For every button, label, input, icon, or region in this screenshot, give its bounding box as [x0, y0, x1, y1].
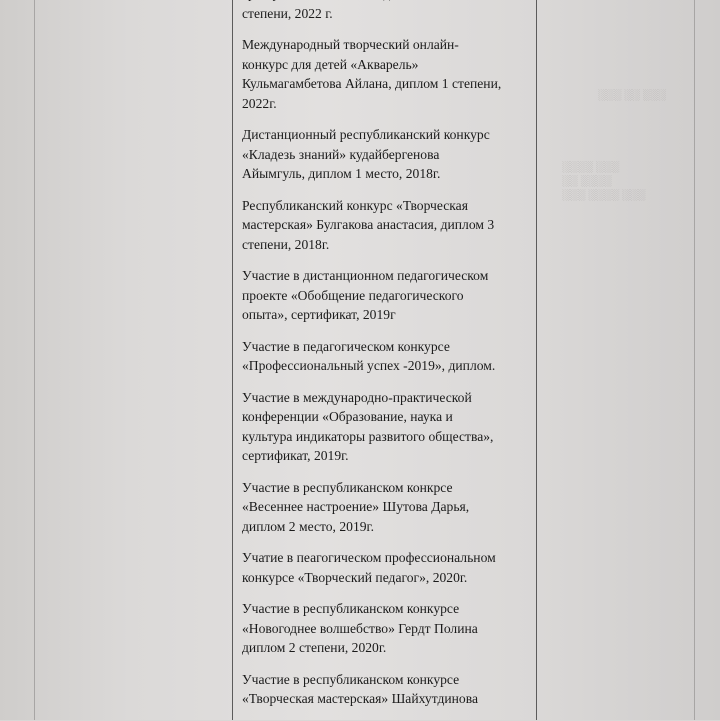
achievement-entry: Участие в республиканском конкурсе «Новогоднее волшебство» Гердт Полина диплом 2 степени, 2020г. — [242, 601, 478, 655]
bleed-through-text: ░░░ ░░ ░░░ — [598, 89, 666, 101]
achievement-entry: степени, 2022 г. — [242, 5, 333, 21]
table-border-left — [34, 0, 35, 720]
achievement-entry: Дистанционный республиканский конкурс «Кладезь знаний» кудайбергенова Айымгуль, диплом 1 место, 2018г. — [242, 127, 490, 181]
achievement-entry: Международный творческий онлайн- конкурс для детей «Акварель» Кульмагамбетова Айлана, диплом 1 степени, 2022г. — [242, 37, 502, 111]
achievement-entry: Учатие в пеагогическом профессиональном конкурсе «Творческий педагог», 2020г. — [242, 550, 496, 585]
bleed-through-text: ░░░░ ░░░ ░░ ░░░░ ░░░ ░░░░ ░░░ — [562, 161, 646, 201]
column-border-left — [232, 0, 233, 720]
achievements-column — [242, 0, 542, 721]
table-border-right — [694, 0, 695, 720]
achievement-entry: Участие в республиканском конкрсе «Весеннее настроение» Шутова Дарья, диплом 2 место, 2019г. — [242, 479, 470, 534]
achievement-entry: Участие в международно-практической конференции «Образование, наука и культура индикаторы развитого общества», сертификат, 2019г. — [242, 389, 494, 463]
achievement-entry: Республиканский конкурс «Творческая мастерская» Булгакова анастасия, диплом 3 степени, 2018г. — [242, 197, 495, 252]
achievement-entry: Участие в педагогическом конкурсе «Профессиональный успех -2019», диплом. — [242, 338, 496, 373]
achievement-entry: Участие в республиканском конкурсе «Творческая мастерская» Шайхутдинова — [242, 671, 478, 706]
achievement-entry: Участие в дистанционном педагогическом проекте «Обобщение педагогического опыта», сертификат, 2019г — [242, 268, 489, 322]
